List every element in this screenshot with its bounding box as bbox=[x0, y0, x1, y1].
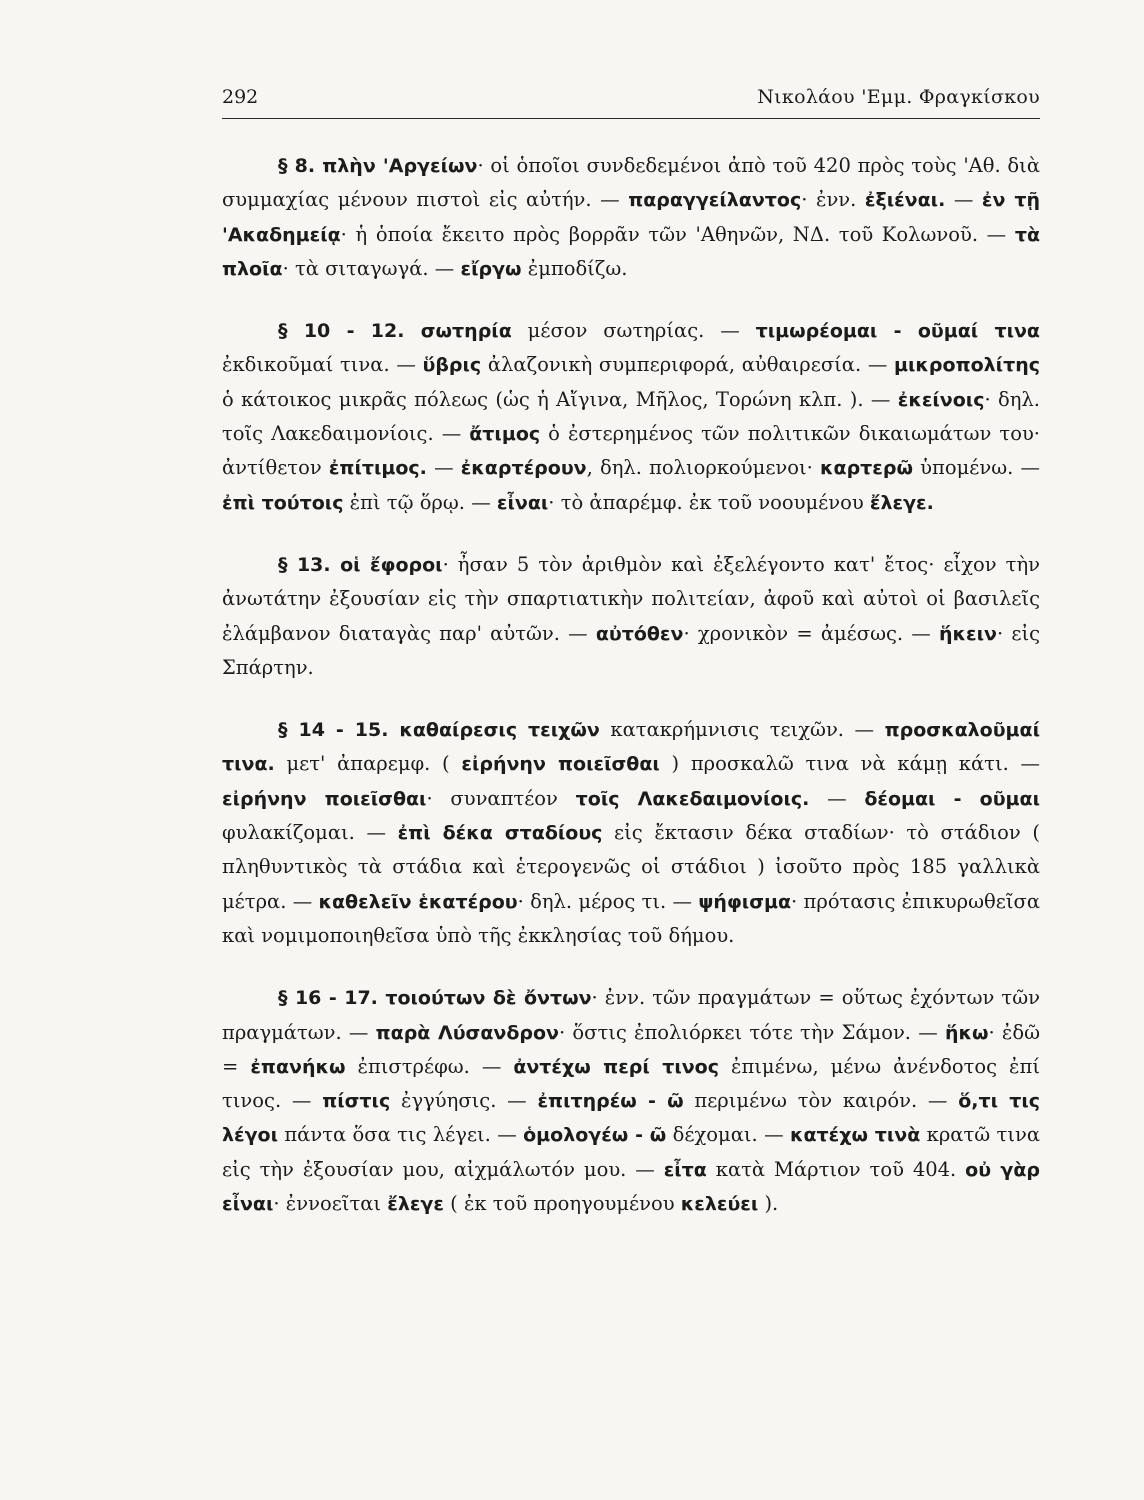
lemma-term: ἔλεγε. bbox=[869, 491, 934, 514]
lemma-term: ἐπανήκω bbox=[250, 1055, 346, 1078]
gloss-text: · ἐνν. bbox=[801, 188, 865, 212]
lemma-term: ὅ,τι τις λέγοι bbox=[222, 1090, 1040, 1147]
lemma-term: εἶναι bbox=[496, 491, 549, 514]
page-number: 292 bbox=[222, 86, 259, 108]
lemma-term: ἄτιμος bbox=[469, 423, 541, 446]
commentary-paragraph bbox=[222, 314, 1040, 520]
gloss-text: · τὸ ἀπαρέμφ. ἐκ τοῦ νοουμένου bbox=[548, 490, 870, 514]
lemma-term: ἀντέχω περί τινος bbox=[513, 1055, 719, 1078]
gloss-text: · χρονικὸν = ἀμέσως. — bbox=[683, 621, 939, 645]
lemma-term: καθελεῖν ἑκατέρου bbox=[318, 890, 518, 913]
gloss-text: · ἐνν. τῶν πραγμάτων = οὕτως ἐχόντων τῶν πραγμάτων. — bbox=[222, 986, 1040, 1044]
lemma-term: ὕβρις bbox=[422, 354, 482, 377]
gloss-text: — bbox=[945, 188, 982, 212]
gloss-text: περιμένω τὸν καιρόν. — bbox=[683, 1089, 959, 1113]
gloss-text: · δηλ. μέρος τι. — bbox=[517, 889, 699, 913]
lemma-term: κελεύει bbox=[680, 1193, 759, 1216]
gloss-text: — bbox=[426, 456, 461, 480]
lemma-term: § 10 - 12. σωτηρία bbox=[278, 320, 512, 343]
lemma-term: § 16 - 17. τοιούτων δὲ ὄντων bbox=[278, 987, 592, 1010]
gloss-text: εἰς ἔκτασιν δέκα σταδίων· τὸ στάδιον ( πληθυντικὸς τὰ στάδια καὶ ἑτερογενῶς οἱ στάδιοι ) ἰσοῦτο πρὸς 185 γαλλικὰ μέτρα. — bbox=[222, 821, 1040, 913]
gloss-text: · ἡ ὁποία ἔκειτο πρὸς βορρᾶν τῶν 'Αθηνῶν, ΝΔ. τοῦ Κολωνοῦ. — bbox=[340, 222, 1015, 246]
gloss-text: · συναπτέον bbox=[426, 786, 576, 810]
lemma-term: ἐν τῇ 'Ακαδημείᾳ bbox=[222, 189, 1040, 246]
gloss-text: μέσον σωτηρίας. — bbox=[511, 319, 756, 343]
lemma-term: ἐπὶ δέκα σταδίους bbox=[397, 822, 603, 845]
lemma-term: τὰ πλοῖα bbox=[222, 223, 1040, 280]
lemma-term: ἐξιέναι. bbox=[864, 189, 946, 212]
gloss-text: , δηλ. πολιορκούμενοι· bbox=[586, 456, 821, 480]
book-page bbox=[222, 86, 1040, 1249]
gloss-text: κρατῶ τινα εἰς τὴν ἐξουσίαν μου, αἰχμάλωτόν μου. — bbox=[222, 1123, 1040, 1181]
gloss-text: · τὰ σιταγωγά. — bbox=[282, 256, 461, 280]
lemma-term: εἶτα bbox=[663, 1158, 707, 1181]
lemma-term: § 14 - 15. καθαίρεσις τειχῶν bbox=[278, 719, 600, 742]
page-header bbox=[222, 86, 1040, 119]
lemma-term: τοῖς Λακεδαιμονίοις. bbox=[575, 787, 810, 810]
lemma-term: ἥκω bbox=[944, 1021, 989, 1044]
gloss-text: ). bbox=[758, 1192, 779, 1216]
gloss-text: ἐμποδίζω. bbox=[521, 256, 628, 280]
gloss-text: ὁ ἐστερημένος τῶν πολιτικῶν δικαιωμάτων του· ἀντίθετον bbox=[222, 422, 1040, 480]
gloss-text: ( ἐκ τοῦ προηγουμένου bbox=[443, 1192, 681, 1216]
lemma-term: ἐπιτηρέω - ῶ bbox=[537, 1090, 684, 1113]
lemma-term: τιμωρέομαι - οῦμαί τινα bbox=[755, 320, 1040, 343]
gloss-text: ἐκδικοῦμαί τινα. — bbox=[222, 353, 423, 377]
lemma-term: ἐπὶ τούτοις bbox=[222, 491, 344, 514]
gloss-text: · οἱ ὁποῖοι συνδεδεμένοι ἀπὸ τοῦ 420 πρὸς τοὺς 'Αθ. διὰ συμμαχίας μένουν πιστοὶ εἰς αὐτήν. — bbox=[222, 154, 1040, 212]
lemma-term: προσκαλοῦμαί τινα. bbox=[222, 719, 1040, 776]
gloss-text: ἐπιμένω, μένω ἀνένδοτος ἐπί τινος. — bbox=[222, 1054, 1040, 1113]
gloss-text: μετ' ἀπαρεμφ. ( bbox=[274, 752, 462, 776]
lemma-term: ἐκείνοις bbox=[897, 388, 985, 411]
gloss-text: δέχομαι. — bbox=[666, 1123, 790, 1147]
gloss-text: ὑπομένω. — bbox=[913, 456, 1040, 480]
lemma-term: μικροπολίτης bbox=[894, 354, 1040, 377]
commentary-paragraph bbox=[222, 548, 1040, 685]
gloss-text: · πρότασις ἐπικυρωθεῖσα καὶ νομιμοποιηθεῖσα ὑπὸ τῆς ἐκκλησίας τοῦ δήμου. bbox=[222, 889, 1040, 947]
lemma-term: παρὰ Λύσανδρον bbox=[375, 1021, 559, 1044]
commentary-paragraph bbox=[222, 713, 1040, 953]
gloss-text: · εἰς Σπάρτην. bbox=[222, 621, 1041, 679]
gloss-text: · δηλ. τοῖς Λακεδαιμονίοις. — bbox=[222, 387, 1040, 446]
gloss-text: — bbox=[809, 786, 865, 810]
lemma-term: ψήφισμα bbox=[698, 890, 792, 913]
gloss-text: κατακρήμνισις τειχῶν. — bbox=[599, 718, 885, 742]
gloss-text: · ἐδῶ = bbox=[222, 1020, 1041, 1078]
commentary-paragraph bbox=[222, 149, 1040, 286]
gloss-text: · ἦσαν 5 τὸν ἀριθμὸν καὶ ἐξελέγοντο κατ' ἔτος· εἶχον τὴν ἀνωτάτην ἐξουσίαν εἰς τὴν σπαρτιατικὴν πολιτείαν, ἀφοῦ καὶ αὐτοὶ οἱ βασιλεῖς ἐλάμβανον διαταγὰς παρ' αὐτῶν. — bbox=[222, 552, 1040, 645]
gloss-text: κατὰ Μάρτιον τοῦ 404. bbox=[706, 1157, 966, 1181]
running-head: Νικολάου 'Εμμ. Φραγκίσκου bbox=[757, 86, 1040, 108]
gloss-text: ἐγγύησις. — bbox=[390, 1089, 538, 1113]
lemma-term: ὁμολογέω - ῶ bbox=[523, 1124, 667, 1147]
lemma-term: οὐ γὰρ εἶναι bbox=[222, 1158, 1040, 1216]
gloss-text: · ὅστις ἐπολιόρκει τότε τὴν Σάμον. — bbox=[558, 1020, 945, 1044]
lemma-term: § 8. πλὴν 'Αργείων bbox=[278, 155, 478, 177]
lemma-term: ἐπίτιμος. bbox=[328, 457, 427, 480]
gloss-text: ἀλαζονικὴ συμπεριφορά, αὐθαιρεσία. — bbox=[481, 353, 895, 377]
gloss-text: ἐπὶ τῷ ὅρῳ. — bbox=[343, 490, 497, 514]
commentary-body bbox=[222, 149, 1040, 1221]
gloss-text: φυλακίζομαι. — bbox=[222, 821, 398, 845]
gloss-text: ὁ κάτοικος μικρᾶς πόλεως (ὡς ἡ Αἴγινα, Μῆλος, Τορώνη κλπ. ). — bbox=[222, 387, 898, 411]
lemma-term: καρτερῶ bbox=[820, 457, 913, 480]
lemma-term: εἰρήνην ποιεῖσθαι bbox=[461, 753, 660, 776]
lemma-term: κατέχω τινὰ bbox=[789, 1124, 921, 1147]
lemma-term: παραγγείλαντος bbox=[628, 189, 802, 212]
lemma-term: εἴργω bbox=[460, 257, 522, 280]
lemma-term: ἐκαρτέρουν bbox=[460, 457, 587, 480]
gloss-text: ) προσκαλῶ τινα νὰ κάμῃ κάτι. — bbox=[659, 752, 1041, 776]
gloss-text: πάντα ὅσα τις λέγει. — bbox=[278, 1123, 524, 1147]
lemma-term: πίστις bbox=[322, 1090, 391, 1113]
commentary-paragraph bbox=[222, 981, 1040, 1221]
lemma-term: ἥκειν bbox=[939, 622, 997, 645]
lemma-term: αὐτόθεν bbox=[595, 622, 684, 645]
lemma-term: δέομαι - οῦμαι bbox=[864, 787, 1040, 810]
lemma-term: ἔλεγε bbox=[387, 1193, 444, 1216]
gloss-text: ἐπιστρέφω. — bbox=[345, 1054, 514, 1078]
gloss-text: · ἐννοεῖται bbox=[273, 1192, 388, 1216]
lemma-term: εἰρήνην ποιεῖσθαι bbox=[222, 787, 427, 810]
lemma-term: § 13. οἱ ἔφοροι bbox=[278, 553, 443, 576]
